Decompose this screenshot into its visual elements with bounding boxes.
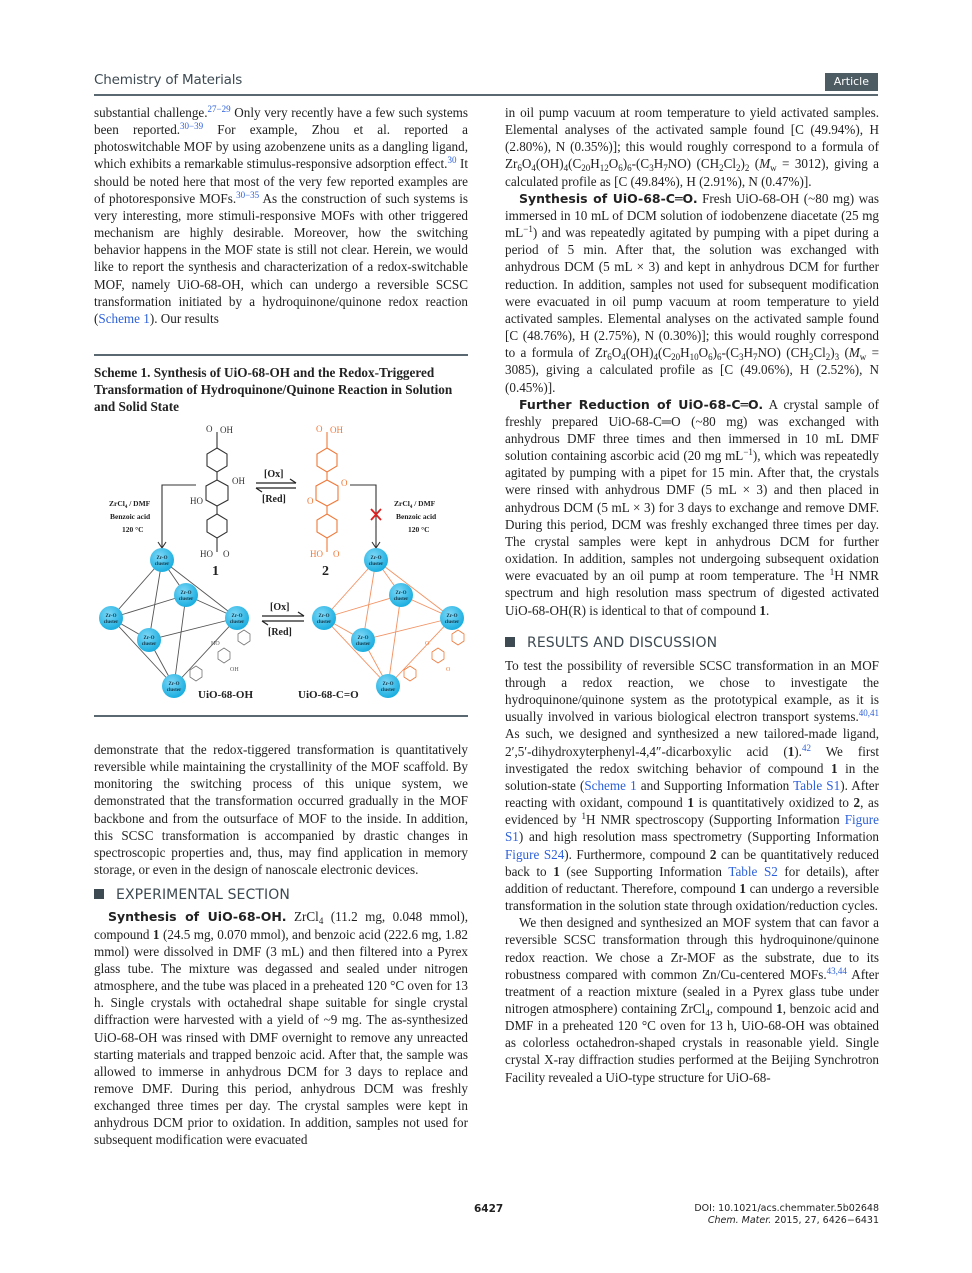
text: , benzoic acid and DMF in a preheated 120 °C oven for 13 h, UiO-68-OH was obtained as colorless octahedron-shaped crystals in reasonable yield. Single crystal X-ray diffraction studies performed at the Beijing Synchrotron Facility revealed a UiO-type structure for UiO-68- (505, 1000, 879, 1085)
text: = 3012), giving a calculated profile as [C (49.84%), H (2.91%), N (0.47%)]. (505, 156, 879, 189)
text: We then designed and synthesized an MOF system that can favor a reversible SCSC transformation through this hydroquinone/quinone redox reaction. We chose a Zr-MOF as the substrate, due to its robustness compared with common Zn/Cu-centered MOFs. (505, 915, 879, 982)
text: Only very recently have a few such systems been reported. (94, 105, 468, 138)
doi-citation (694, 1203, 879, 1227)
reduction-label: [Red] (262, 494, 286, 505)
synthesis-arrow-left (158, 485, 196, 548)
svg-text:cluster: cluster (355, 642, 371, 647)
svg-text:cluster: cluster (229, 620, 245, 625)
zr-o-cluster-icon (376, 674, 400, 698)
zr-o-cluster-icon (137, 628, 161, 652)
label-ho: HO (190, 496, 203, 506)
citation-journal: Chem. Mater. (707, 1215, 772, 1226)
svg-text:cluster: cluster (178, 597, 194, 602)
text: It should be noted here that most of the very few reported examples are of photoresponsive MOFs. (94, 156, 469, 206)
svg-text:cluster: cluster (380, 688, 396, 693)
zr-o-cluster-icon (312, 606, 336, 630)
svg-text:cluster: cluster (444, 620, 460, 625)
zr-o-cluster-icon (440, 606, 464, 630)
zr-o-cluster-icon (174, 583, 198, 607)
experimental-section-heading (94, 887, 468, 904)
text: ). After reacting with oxidant, compound (505, 777, 879, 811)
citation-link[interactable]: 30−35 (236, 189, 260, 200)
intro-paragraph (94, 104, 468, 327)
section-square-icon (505, 637, 515, 647)
svg-text:Zr-O: Zr-O (446, 614, 458, 619)
mof-left-label: UiO-68-OH (198, 689, 253, 701)
scheme-1-figure (94, 420, 468, 710)
ligand-fragment-left (190, 630, 250, 681)
svg-text:cluster: cluster (154, 562, 170, 567)
heading-text: EXPERIMENTAL SECTION (116, 887, 290, 904)
text: (see Supporting Information (559, 863, 729, 879)
svg-text:O: O (206, 424, 213, 434)
doi-link[interactable]: DOI: 10.1021/acs.chemmater.5b02648 (694, 1203, 879, 1214)
svg-text:HO: HO (211, 641, 220, 647)
compound-ref: 1 (739, 880, 746, 896)
label-oh: OH (220, 425, 233, 435)
text: (CH (696, 156, 720, 172)
condition-text: Benzoic acid (110, 512, 151, 521)
oxidation-label: [Ox] (270, 602, 290, 613)
svg-text:OH: OH (230, 667, 239, 673)
svg-text:Zr-O: Zr-O (370, 556, 382, 561)
svg-text:O: O (307, 496, 314, 506)
equilibrium-arrow-bottom (262, 612, 304, 625)
zr-o-cluster-icon (389, 583, 413, 607)
text: We first investigated the redox switching behavior of compound (505, 743, 880, 776)
section-square-icon (94, 889, 104, 899)
citation-link[interactable]: 42 (801, 742, 811, 753)
compound-ref: 1 (787, 743, 795, 759)
text: and Supporting Information (636, 777, 794, 793)
text: ). (794, 743, 802, 759)
svg-text:cluster: cluster (368, 562, 384, 567)
synthesis-arrow-right-blocked (350, 485, 380, 548)
mof-framework-right (324, 560, 452, 686)
citation-link[interactable]: 27−29 (207, 104, 231, 114)
scheme-1-link[interactable]: Scheme 1 (584, 777, 637, 793)
text: (24.5 mg, 0.070 mmol), and benzoic acid (222.6 mg, 1.82 mmol) were dissolved in DMF (3 mL) and then filtered into a Pyrex glass tube. The mixture was degassed and sealed under nitrogen atmosphere, and the tube was placed in a preheated 120 °C oven for 13 h. Single crystals with octahedral shape suitable for single crystal diffraction were harvested with a yield of ~9 mg. The as-synthesized UiO-68-OH was rinsed with DMF overnight to remove any unreacted starting materials and trapped benzoic acid. After that, the sample was allowed to immerse in anhydrous DCM for 3 days to replace and remove DMF. During this period, anhydrous DCM was freshly exchanged three times per day. The crystal samples were kept in anhydrous DCM prior to oxidation. In addition, samples not used for subsequent modification were evacuated (94, 926, 468, 1148)
equilibrium-arrow-top (256, 479, 296, 492)
compound-ref: 1 (553, 863, 560, 879)
svg-text:O: O (223, 549, 230, 559)
svg-text:Zr-O: Zr-O (168, 682, 180, 687)
label-oh: OH (232, 476, 245, 486)
svg-text:Zr-O: Zr-O (156, 556, 168, 561)
journal-title: Chemistry of Materials (94, 72, 243, 88)
svg-text:Zr-O: Zr-O (382, 682, 394, 687)
compound-2-structure (316, 432, 338, 552)
svg-text:Zr-O: Zr-O (395, 591, 407, 596)
scheme-top-rule (94, 354, 468, 356)
label-ho: HO (200, 549, 213, 559)
zr-o-cluster-icon (351, 628, 375, 652)
text: (11.2 mg, 0.048 mmol), compound (94, 909, 468, 942)
text: in the solution-state ( (505, 760, 879, 793)
condition-text: 120 °C (408, 525, 430, 534)
citation-details: 2015, 27, 6426−6431 (771, 1215, 879, 1226)
scheme-1-link[interactable]: Scheme 1 (98, 310, 150, 326)
citation-link[interactable]: 30−39 (180, 121, 204, 132)
figure-s24-link[interactable]: Figure S24 (505, 846, 565, 862)
label-oh: OH (330, 425, 343, 435)
text: As such, we designed and synthesized a new tailored-made ligand, 2′,5′-dihydroxyterphenyl-4,4″-dicarboxylic acid ( (505, 726, 879, 759)
intro-continuation: demonstrate that the redox-tiggered transformation is quantitatively reversible while maintaining the crystallinity of the MOF scaffold. By monitoring the switching process of this unique system, we demonstrated that the transformation occurred gradually in the MOF backbone and from the outsurface of MOF to the inside. In addition, this SCSC transformation is accompanied by drastic changes in spectroscopic properties and, thus, may find application in memory storage, or even in the design of nanoscale electronic devices. EXPERIMENTAL SECTION Synthesis of UiO-68-OH. ZrCl$_4$ (11.2 mg, 0.048 mmol), compound 1 (24.5 mg, 0.070 mmol), and benzoic acid (222.6 mg, 1.82 mmol) were dissolved in DMF (3 mL) and then filtered into a Pyrex glass tube. The mixture was degassed and sealed under nitrogen atmosphere, and the tube was placed in a preheated 120 °C oven for 13 h. Single crystals with octahedral shape suitable for single crystal diffraction were harvested with a yield of ~9 mg. The as-synthesized UiO-68-OH was rinsed with DMF overnight to remove any unreacted starting materials and trapped benzoic acid. After that, the sample was allowed to immerse in anhydrous DCM for 3 days to replace and remove DMF. During this period, anhydrous DCM was freshly exchanged three times per day. The crystal samples were kept in anhydrous DCM prior to oxidation. In addition, samples not used for subsequent modification were evacuated (94, 742, 468, 1148)
subsection-heading: Synthesis of UiO-68-C═O. (519, 190, 698, 206)
text: As the construction of such systems is very interesting, more stimuli-responsive MOFs with other triggered mechanism are highly desirable. Moreover, how the switching behavior happens in the MOF state is still not clear. Herein, we would like to report the synthesis and characterization of a redox-switchable MOF, namely UiO-68-OH, which can undergo a reversible SCSC transformation initiated by a hydroquinone/quinone redox reaction ( (94, 190, 468, 326)
text: ), which was repeatedly agitated by pumping with a pipet for 15 min. After that, the crystals were rinsed with anhydrous DMF (5 mL × 3) and then placed in anhydrous DCM (5 mL × 3) for 3 days to exchange and remove DMF. During this period, DCM was freshly exchanged three times per day. The crystal samples were kept in anhydrous DCM for further oxidation. In addition, samples not undergoing subsequent oxidation were evacuated by an oil pump at room temperature. The (505, 448, 879, 584)
citation-link[interactable]: 43,44 (826, 965, 847, 976)
right-column: in oil pump vacuum at room temperature to yield activated samples. Elemental analyses of the activated sample found [C (49.94%), H (2.80%), N (0.35%)]; this would roughly correspond to a formula of $Zr_6O_4(OH)_4(C_{20}H_{12}O_6)_6-(C_3H_7NO)$ $(CH_2Cl_2)_2$ $(M_w = 3012)$, giving a calculated profile as [C (49.84%), H (2.91%), N (0.47%)]. Synthesis of UiO-68-C═O. Fresh UiO-68-OH (~80 mg) was immersed in 10 mL of DCM solution of iodobenzene diacetate (25 mg $mL^{-1}$) and was repeatedly agitated by pumping with a pipet during a period of 5 min. After that, the solution was exchanged with anhydrous DCM (5 mL × 3) and kept in anhydrous DCM for further reduction. In addition, samples not used for subsequent modification were evacuated in oil pump vacuum at room temperature to yield activated samples. Elemental analyses on the activated sample found [C (48.76%), H (2.75%), N (0.30%)]; this would roughly correspond to a formula of $Zr_6O_4(OH)_4(C_{20}H_{10}O_6)_6-(C_3H_7NO)$ $(CH_2Cl_2)_3$ $(M_w = 3085)$, giving a calculated profile as [C (49.06%), H (2.52%), N (0.45%)]. Further Reduction of UiO-68-C═O. A crystal sample of freshly prepared UiO-68-C═O (~80 mg) was exchanged with anhydrous DMF three times and then immersed in 10 mL DMF solution containing ascorbic acid (20 mg $mL^{-1}$), which was repeatedly agitated by pumping with a pipet for 15 min. After that, the crystals were rinsed with anhydrous DMF (5 mL × 3) and then placed in anhydrous DCM (5 mL × 3) for 3 days to exchange and remove DMF. During this period, DCM was freshly exchanged three times per day. The crystal samples were kept in anhydrous DCM for further oxidation. In addition, samples not undergoing subsequent oxidation were evacuated by an oil pump at room temperature. The $^1$H NMR spectrum and high resolution mass spectrum of digested activated UiO-68-OH(R) is identical to that of compound 1. RESULTS AND DISCUSSION To test the possibility of reversible SCSC transformation in an MOF through a redox reaction, we chose to investigate the hydroquinone/quinone system as the prototypical example, as it is usually involved in various biological electron transport systems.$^{40,41}$ As such, we designed and synthesized a new tailored-made ligand, 2′,5′-dihydroxyterphenyl-4,4″-dicarboxylic acid (1).$^{42}$ We first investigated the redox switching behavior of compound 1 in the solution-state (Scheme 1 and Supporting Information Table S1). After reacting with oxidant, compound 1 is quantitatively oxidized to 2, as evidenced by $^1$H NMR spectroscopy (Supporting Information Figure S1) and high resolution mass spectrometry (Supporting Information Figure S24). Furthermore, compound 2 can be quantitatively reduced back to 1 (see Supporting Information Table S2 for details), after addition of reductant. Therefore, compound 1 can undergo a reversible transformation in the solution state through oxidation/reduction cycles. We then designed and synthesized an MOF system that can favor a reversible SCSC transformation through this hydroquinone/quinone redox reaction. We chose a Zr-MOF as the substrate, due to its robustness compared with common Zn/Cu-centered MOFs.$^{43,44}$ After treatment of a reaction mixture (sealed in a Pyrex glass tube under nitrogen atmosphere) containing ZrCl$_4$, compound 1, benzoic acid and DMF in a preheated 120 °C oven for 13 h, UiO-68-OH was obtained as colorless octahedron-shaped crystals in reasonable yield. Single crystal X-ray diffraction studies performed at the Beijing Synchrotron Facility revealed a UiO-type structure for UiO-68- (505, 105, 880, 1085)
citation-link[interactable]: 30 (447, 155, 457, 166)
text: can undergo a reversible transformation in the solution state through oxidation/reduction cycles. (505, 880, 879, 914)
text: ) and high resolution mass spectrometry (Supporting Information (518, 829, 879, 845)
svg-text:cluster: cluster (166, 688, 182, 693)
compound-2-label: 2 (322, 564, 329, 579)
condition-text: Benzoic acid (396, 512, 437, 521)
paragraph-text: demonstrate that the redox-tiggered transformation is quantitatively reversible while maintaining the crystallinity of the MOF scaffold. By monitoring the switching process of this unique system, we demonstrated that the transformation occurred gradually in the MOF backbone and from the outsurface of MOF to the inside. In addition, this SCSC transformation is accompanied by drastic changes in spectroscopic properties and, thus, may find application in memory storage, or even in the design of nanoscale electronic devices. (94, 742, 468, 878)
scheme-bottom-rule (94, 715, 468, 717)
text: A crystal sample of freshly prepared UiO-68-C═O (~80 mg) was exchanged with anhydrous DMF three times and then immersed in 10 mL DMF solution containing ascorbic acid (20 mg mL (505, 396, 880, 464)
text: substantial challenge. (94, 105, 208, 120)
results-section-heading (505, 635, 879, 652)
compound-ref: 2 (853, 795, 861, 811)
text: H NMR spectroscopy (Supporting Information (585, 812, 845, 828)
label-ho: HO (310, 549, 323, 559)
svg-text:cluster: cluster (103, 620, 119, 625)
zr-o-cluster-icon (162, 674, 186, 698)
svg-text:Zr-O: Zr-O (318, 614, 330, 619)
svg-text:Zr-O: Zr-O (180, 591, 192, 596)
text: in oil pump vacuum at room temperature to yield activated samples. Elemental analyses of the activated sample found [C (49.94%), H (2.80%), N (0.35%)]; this would roughly correspond to a formula of Zr (505, 105, 879, 172)
svg-text:O: O (341, 478, 348, 488)
compound-ref: 1 (830, 760, 838, 776)
svg-text:cluster: cluster (393, 597, 409, 602)
table-s2-link[interactable]: Table S2 (728, 863, 778, 879)
text: can be quantitatively reduced back to (505, 846, 879, 879)
svg-text:O: O (446, 667, 451, 673)
svg-text:ZrCl4 / DMF: ZrCl$_4$ / DMF (109, 499, 151, 510)
text: , as evidenced by (505, 795, 879, 828)
citation-link[interactable]: 40,41 (858, 708, 879, 719)
figure-s1-link[interactable]: Figure S1 (505, 812, 879, 845)
scheme-caption: Scheme 1. Synthesis of UiO-68-OH and the Redox-Triggered Transformation of Hydroquinone/Quinone Reaction in Solution and Solid State (94, 365, 453, 415)
compound-ref: 1 (152, 926, 160, 942)
text: (C (568, 156, 582, 172)
zr-o-cluster-icon (225, 606, 249, 630)
subsection-heading: Synthesis of UiO-68-OH. (108, 909, 287, 925)
svg-text:Zr-O: Zr-O (231, 614, 243, 619)
svg-text:cluster: cluster (141, 642, 157, 647)
oxidation-label: [Ox] (264, 469, 284, 480)
condition-text: 120 °C (122, 525, 144, 534)
text: ). Our results (149, 310, 219, 326)
compound-ref: 1 (687, 795, 694, 811)
mof-right-label: UiO-68-C=O (298, 689, 359, 701)
text: To test the possibility of reversible SCSC transformation in an MOF through a redox reaction, we chose to investigate the hydroquinone/quinone system as the prototypical example, as it is usually involved in various biological electron transport systems. (505, 657, 879, 725)
text: , compound (709, 1000, 777, 1016)
compound-ref: 1 (776, 1000, 783, 1016)
text: is quantitatively oxidized to (693, 795, 854, 811)
svg-text:O: O (425, 641, 430, 647)
text: = 3085), giving a calculated profile as [C (49.06%), H (2.52%), N (0.45%)]. (505, 345, 879, 395)
text: . (765, 602, 770, 618)
compound-ref: 1 (759, 602, 766, 618)
zr-o-clusters (99, 548, 464, 698)
text: ). Furthermore, compound (564, 846, 710, 862)
zr-o-cluster-icon (364, 548, 388, 572)
text: For example, Zhou et al. reported a photoswitchable MOF by using azobenzene units as a dangling ligand, which exhibits a remarkable stimulus-responsive adsorption effect. (94, 122, 468, 172)
table-s1-link[interactable]: Table S1 (793, 777, 841, 793)
svg-text:Zr-O: Zr-O (105, 614, 117, 619)
text: After treatment of a reaction mixture (sealed in a Pyrex glass tube under nitrogen atmosphere) containing ZrCl (505, 966, 879, 1016)
zr-o-cluster-icon (150, 548, 174, 572)
svg-text:ZrCl4 / DMF: ZrCl$_4$ / DMF (394, 499, 436, 510)
text: H NMR spectrum and high resolution mass spectrum of digested activated UiO-68-OH(R) is identical to that of compound (505, 568, 879, 618)
page-number: 6427 (474, 1203, 504, 1215)
compound-ref: 2 (709, 846, 717, 862)
text: for details), after addition of reductant. Therefore, compound (505, 863, 879, 896)
running-header (94, 72, 878, 96)
text: Fresh UiO-68-OH (~80 mg) was immersed in 10 mL of DCM solution of iodobenzene diacetate (25 mg mL (505, 190, 880, 241)
subsection-heading: Further Reduction of UiO-68-C═O. (519, 396, 764, 412)
text: ) and was repeatedly agitated by pumping with a pipet during a period of 5 min. After that, the solution was exchanged with anhydrous DCM (5 mL × 3) and kept in anhydrous DCM for further reduction. In addition, samples not used for subsequent modification were evacuated in oil pump vacuum at room temperature to yield activated samples. Elemental analyses on the activated sample found [C (48.76%), H (2.75%), N (0.30%)]; this would roughly correspond to a formula of Zr (505, 225, 879, 361)
svg-text:Zr-O: Zr-O (357, 636, 369, 641)
svg-text:O: O (333, 549, 340, 559)
heading-text: RESULTS AND DISCUSSION (527, 634, 718, 651)
compound-1-label: 1 (212, 564, 219, 579)
article-type-badge: Article (825, 73, 878, 91)
svg-text:Zr-O: Zr-O (143, 636, 155, 641)
text: ZrCl (286, 909, 319, 925)
zr-o-cluster-icon (99, 606, 123, 630)
svg-text:cluster: cluster (316, 620, 332, 625)
svg-text:O: O (316, 424, 323, 434)
reduction-label: [Red] (268, 627, 292, 638)
compound-1-structure (206, 424, 228, 552)
